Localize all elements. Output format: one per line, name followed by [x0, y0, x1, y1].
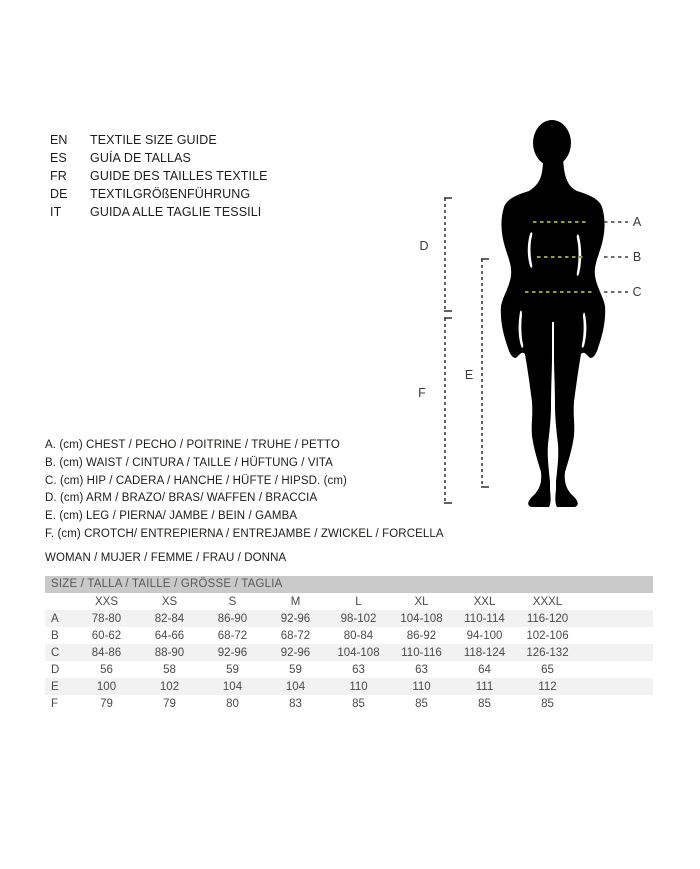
size-column-header: S [228, 595, 237, 608]
size-table-header-bar: SIZE / TALLA / TAILLE / GRÖSSE / TAGLIA [45, 576, 653, 593]
language-row [50, 149, 268, 167]
size-column-header: XXS [94, 595, 118, 608]
cell: 60-62 [91, 629, 122, 642]
cell: 68-72 [217, 629, 248, 642]
cell: 85 [352, 697, 365, 710]
language-row [50, 131, 268, 149]
cell: 63 [352, 663, 365, 676]
size-table-grid [45, 593, 653, 712]
cell: 79 [163, 697, 176, 710]
corner-cell [45, 593, 75, 610]
table-row-leg [45, 678, 653, 695]
cell: 65 [541, 663, 554, 676]
measure-label-waist: B [632, 250, 642, 264]
measure-label-arm: D [419, 239, 429, 253]
filler-cell [579, 644, 653, 661]
cell: 110-116 [401, 646, 442, 659]
legend-line: E. (cm) LEG / PIERNA/ JAMBE / BEIN / GAMBA [45, 510, 298, 523]
cell: 59 [289, 663, 302, 676]
language-code: IT [50, 205, 62, 219]
size-column-header: XXL [473, 595, 496, 608]
measurement-diagram [400, 110, 700, 520]
filler-cell [579, 661, 653, 678]
cell: 64-66 [154, 629, 185, 642]
filler-cell [579, 610, 653, 627]
measure-label-leg: E [464, 368, 474, 382]
guide-title: TEXTILGRÖßENFÜHRUNG [90, 187, 251, 201]
audience-line: WOMAN / MUJER / FEMME / FRAU / DONNA [45, 552, 287, 564]
language-code: DE [50, 187, 68, 201]
guide-title: GUIDA ALLE TAGLIE TESSILI [90, 205, 262, 219]
size-table [45, 576, 653, 712]
cell: 104 [222, 680, 243, 693]
cell: 78-80 [91, 612, 122, 625]
cell: 112 [538, 680, 557, 693]
table-row-arm [45, 661, 653, 678]
measure-label-crotch: F [418, 386, 426, 400]
language-code: ES [50, 151, 67, 165]
guide-title: GUIDE DES TAILLES TEXTILE [90, 169, 268, 183]
woman-silhouette [400, 110, 700, 520]
legend-line: A. (cm) CHEST / PECHO / POITRINE / TRUHE / PETTO [45, 439, 340, 451]
row-label: D [51, 663, 60, 676]
cell: 86-92 [406, 629, 437, 642]
cell: 64 [478, 663, 491, 676]
row-label: B [51, 629, 59, 642]
cell: 104 [285, 680, 306, 693]
cell: 110 [349, 680, 368, 693]
cell: 83 [289, 697, 302, 710]
cell: 80 [226, 697, 239, 710]
measure-label-hip: C [632, 285, 642, 299]
table-row-crotch [45, 695, 653, 712]
legend-line: D. (cm) ARM / BRAZO/ BRAS/ WAFFEN / BRACCIA [45, 492, 318, 505]
measurement-legend [45, 437, 444, 544]
cell: 85 [541, 697, 554, 710]
size-column-header: M [290, 595, 301, 608]
size-column-header: L [355, 595, 362, 608]
cell: 126-132 [526, 646, 569, 659]
cell: 85 [415, 697, 428, 710]
cell: 104-108 [400, 612, 443, 625]
filler-cell [579, 593, 653, 610]
legend-line: B. (cm) WAIST / CINTURA / TAILLE / HÜFTUNG / VITA [45, 456, 333, 469]
language-title-list [50, 131, 268, 221]
guide-title: TEXTILE SIZE GUIDE [90, 133, 217, 147]
silhouette-head [533, 120, 571, 166]
filler-cell [579, 627, 653, 644]
cell: 68-72 [280, 629, 311, 642]
cell: 98-102 [340, 612, 377, 625]
cell: 92-96 [217, 646, 248, 659]
legend-line: F. (cm) CROTCH/ ENTREPIERNA / ENTREJAMBE / ZWICKEL / FORCELLA [45, 527, 444, 540]
size-column-header: XXXL [532, 595, 563, 608]
size-column-header: XL [414, 595, 429, 608]
cell: 84-86 [91, 646, 122, 659]
language-row [50, 167, 268, 185]
table-row-chest [45, 610, 653, 627]
filler-cell [579, 678, 653, 695]
cell: 102-106 [526, 629, 569, 642]
legend-line: C. (cm) HIP / CADERA / HANCHE / HÜFTE / HIPSD. (cm) [45, 474, 347, 487]
cell: 59 [226, 663, 239, 676]
language-row [50, 185, 268, 203]
cell: 111 [475, 680, 494, 693]
cell: 82-84 [154, 612, 185, 625]
row-label: A [51, 612, 59, 625]
filler-cell [579, 695, 653, 712]
size-column-header-row [45, 593, 653, 610]
language-row [50, 203, 268, 221]
cell: 88-90 [154, 646, 185, 659]
table-row-waist [45, 627, 653, 644]
cell: 94-100 [466, 629, 503, 642]
table-row-hip [45, 644, 653, 661]
cell: 118-124 [463, 646, 506, 659]
silhouette-body [501, 158, 605, 507]
row-label: E [51, 680, 59, 693]
measure-label-chest: A [632, 215, 642, 229]
cell: 92-96 [280, 646, 311, 659]
guide-title: GUÍA DE TALLAS [90, 151, 191, 165]
cell: 116-120 [526, 612, 569, 625]
cell: 86-90 [217, 612, 248, 625]
cell: 100 [96, 680, 117, 693]
cell: 110-114 [464, 612, 505, 625]
row-label: F [51, 697, 59, 710]
cell: 102 [159, 680, 180, 693]
row-label: C [51, 646, 60, 659]
language-code: FR [50, 169, 67, 183]
cell: 80-84 [343, 629, 374, 642]
size-column-header: XS [161, 595, 178, 608]
cell: 79 [100, 697, 113, 710]
cell: 58 [163, 663, 176, 676]
cell: 63 [415, 663, 428, 676]
cell: 56 [100, 663, 113, 676]
cell: 104-108 [337, 646, 380, 659]
language-code: EN [50, 133, 68, 147]
cell: 85 [478, 697, 491, 710]
cell: 110 [412, 680, 431, 693]
cell: 92-96 [280, 612, 311, 625]
